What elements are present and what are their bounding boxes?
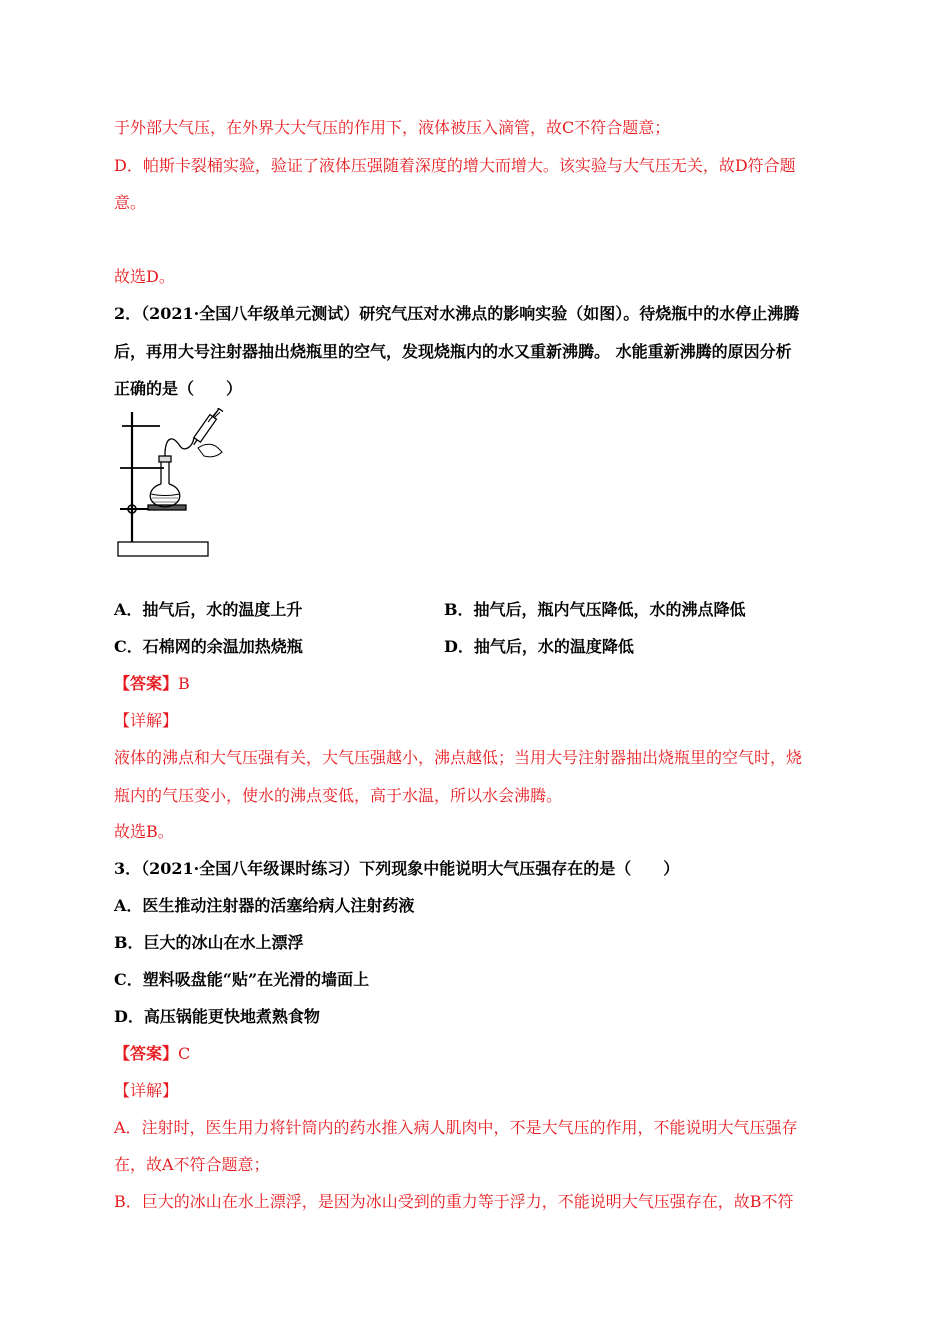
prev-explanation-line-3: 意。 [114, 193, 147, 212]
q3-detail-line-2: 在，故A不符合题意； [114, 1155, 270, 1174]
q2-detail-label: 【详解】 [114, 711, 179, 730]
q2-option-a[interactable]: A．抽气后，水的温度上升 [114, 600, 303, 619]
prev-explanation-line-1: 于外部大气压，在外界大大气压的作用下，液体被压入滴管，故C不符合题意； [114, 118, 671, 137]
q2-stem-line-2: 后，再用大号注射器抽出烧瓶里的空气，发现烧瓶内的水又重新沸腾。 水能重新沸腾的原因分析 [114, 342, 792, 361]
q3-option-d[interactable]: D．高压锅能更快地煮熟食物 [114, 1007, 320, 1026]
q3-answer [114, 1042, 190, 1066]
q3-answer-value: C [178, 1044, 191, 1063]
boiling-flask-apparatus-figure [114, 408, 234, 564]
q3-option-c[interactable]: C．塑料吸盘能“贴”在光滑的墙面上 [114, 970, 370, 989]
q2-detail-line-1: 液体的沸点和大气压强有关，大气压强越小，沸点越低；当用大号注射器抽出烧瓶里的空气时，烧 [114, 748, 803, 767]
q2-option-b[interactable]: B．抽气后，瓶内气压降低，水的沸点降低 [444, 600, 746, 619]
q3-answer-label: 【答案】 [114, 1044, 179, 1063]
q3-option-b[interactable]: B．巨大的冰山在水上漂浮 [114, 933, 304, 952]
q2-conclusion: 故选B。 [114, 822, 174, 841]
q2-stem-line-3: 正确的是（ ） [114, 379, 243, 398]
q3-detail-line-3: B．巨大的冰山在水上漂浮，是因为冰山受到的重力等于浮力，不能说明大气压强存在，故B不符 [114, 1192, 794, 1211]
q2-stem-line-1: 2．（2021·全国八年级单元测试）研究气压对水沸点的影响实验（如图）。待烧瓶中的水停止沸腾 [114, 304, 800, 323]
q2-answer-label: 【答案】 [114, 674, 179, 693]
q2-option-d[interactable]: D．抽气后，水的温度降低 [444, 637, 634, 656]
stand-base [118, 542, 208, 556]
prev-conclusion: 故选D。 [114, 267, 175, 286]
q2-detail-line-2: 瓶内的气压变小，使水的沸点变低，高于水温，所以水会沸腾。 [114, 786, 563, 805]
q2-answer [114, 672, 190, 696]
q3-detail-line-1: A．注射时，医生用力将针筒内的药水推入病人肌肉中，不是大气压的作用，不能说明大气压强存 [114, 1118, 798, 1137]
q3-stem: 3．（2021·全国八年级课时练习）下列现象中能说明大气压强存在的是（ ） [114, 859, 680, 878]
q2-answer-value: B [178, 674, 190, 693]
q3-detail-label: 【详解】 [114, 1081, 179, 1100]
q3-option-a[interactable]: A．医生推动注射器的活塞给病人注射药液 [114, 896, 415, 915]
q2-option-c[interactable]: C．石棉网的余温加热烧瓶 [114, 637, 303, 656]
prev-explanation-line-2: D．帕斯卡裂桶实验，验证了液体压强随着深度的增大而增大。该实验与大气压无关，故D符合题 [114, 156, 796, 175]
apparatus-drawing [114, 408, 234, 564]
